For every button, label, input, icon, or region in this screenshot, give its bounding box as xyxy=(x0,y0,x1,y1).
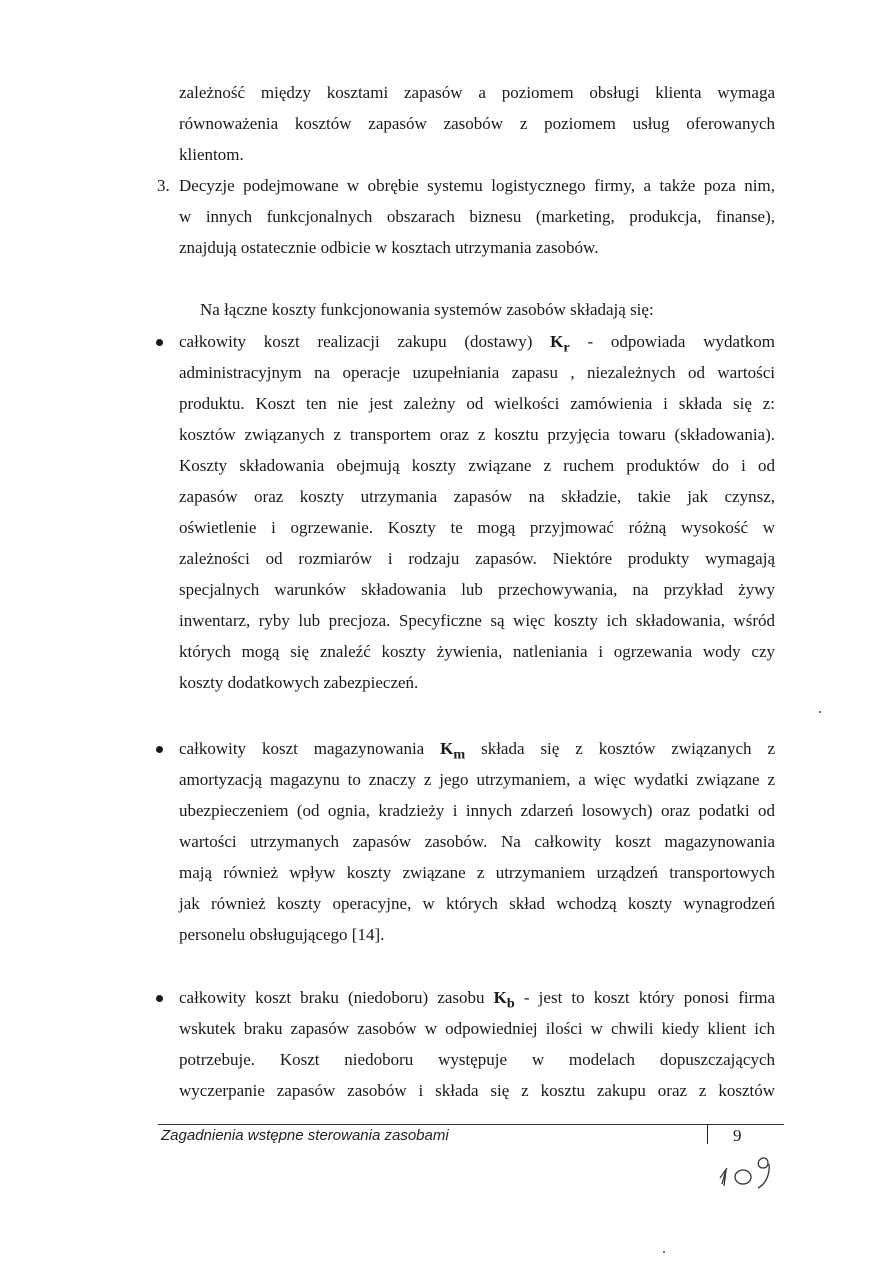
intro-line-2: równoważenia kosztów zapasów zasobów z poziomem usług oferowanych xyxy=(179,114,775,133)
bullet1-line: zapasów oraz koszty utrzymania zapasów na składzie, takie jak czynsz, xyxy=(179,487,775,506)
bullet1-line: produktu. Koszt ten nie jest zależny od wielkości zamówienia i składa się z: xyxy=(179,394,775,413)
bullet-dot xyxy=(156,339,163,346)
item3-line-2: w innych funkcjonalnych obszarach biznesu (marketing, produkcja, finanse), xyxy=(179,207,775,226)
bullet3-line: potrzebuje. Koszt niedoboru występuje w modelach dopuszczających xyxy=(179,1050,775,1069)
bullet1-line: administracyjnym na operacje uzupełniania zapasu , niezależnych od wartości xyxy=(179,363,775,382)
bullet2-line: personelu obsługującego [14]. xyxy=(179,925,385,944)
list-number-3: 3. xyxy=(157,176,170,195)
footer-rule xyxy=(158,1124,784,1125)
bullet1-line: kosztów związanych z transportem oraz z kosztu przyjęcia towaru (składowania). xyxy=(179,425,775,444)
intro-line-3: klientom. xyxy=(179,145,244,164)
bullet2-line: amortyzacją magazynu to znaczy z jego utrzymaniem, a więc wydatki związane z xyxy=(179,770,775,789)
bullet3-line: wyczerpanie zapasów zasobów i składa się z kosztu zakupu oraz z kosztów xyxy=(179,1081,775,1100)
bullet1-line: specjalnych warunków składowania lub przechowywania, na przykład żywy xyxy=(179,580,775,599)
bullet1-line: koszty dodatkowych zabezpieczeń. xyxy=(179,673,419,692)
page-number: 9 xyxy=(733,1126,742,1145)
bullet1-tail-text: - odpowiada wydatkom xyxy=(587,332,776,351)
scan-speck xyxy=(663,1251,665,1253)
item3-line-1: Decyzje podejmowane w obrębie systemu logistycznego firmy, a także poza nim, xyxy=(179,176,775,195)
handwritten-page-number xyxy=(712,1150,784,1192)
bullet2-line: ubezpieczeniem (od ognia, kradzieży i innych zdarzeń losowych) oraz podatki od xyxy=(179,801,775,820)
item3-line-3: znajdują ostatecznie odbicie w kosztach utrzymania zasobów. xyxy=(179,238,599,257)
lead-sentence: Na łączne koszty funkcjonowania systemów zasobów składają się: xyxy=(200,300,654,319)
symbol-kb: $K_b$ xyxy=(493,988,515,1012)
symbol-kr: $K_r$ xyxy=(550,332,570,356)
bullet1-line: zależności od rozmiarów i rodzaju zapasów. Niektóre produkty wymagają xyxy=(179,549,775,568)
symbol-km: $K_m$ xyxy=(440,739,466,763)
scan-speck xyxy=(819,711,821,713)
footer-title: Zagadnienia wstępne sterowania zasobami xyxy=(161,1127,449,1144)
bullet1-lead-text: całkowity koszt realizacji zakupu (dostawy) xyxy=(179,332,533,351)
bullet-dot xyxy=(156,995,163,1002)
bullet1-line-1 xyxy=(179,332,775,357)
bullet2-line-1 xyxy=(179,739,775,764)
footer-separator xyxy=(707,1124,708,1144)
bullet3-line-1 xyxy=(179,988,775,1013)
bullet2-tail-text: składa się z kosztów związanych z xyxy=(481,739,775,758)
bullet1-line: których mogą się znaleźć koszty żywienia, natleniania i ogrzewania wody czy xyxy=(179,642,775,661)
bullet2-line: mają również wpływ koszty związane z utrzymaniem urządzeń transportowych xyxy=(179,863,775,882)
bullet1-line: inwentarz, ryby lub precjoza. Specyficzne są więc koszty ich składowania, wśród xyxy=(179,611,775,630)
intro-line-1: zależność między kosztami zapasów a poziomem obsługi klienta wymaga xyxy=(179,83,775,102)
bullet3-tail-text: - jest to koszt który ponosi firma xyxy=(523,988,776,1007)
bullet2-line: jak również koszty operacyjne, w których skład wchodzą koszty wynagrodzeń xyxy=(179,894,775,913)
bullet2-line: wartości utrzymanych zapasów zasobów. Na całkowity koszt magazynowania xyxy=(179,832,775,851)
bullet1-line: Koszty składowania obejmują koszty związane z ruchem produktów do i od xyxy=(179,456,775,475)
bullet3-line: wskutek braku zapasów zasobów w odpowiedniej ilości w chwili kiedy klient ich xyxy=(179,1019,775,1038)
bullet1-line: oświetlenie i ogrzewanie. Koszty te mogą przyjmować różną wysokość w xyxy=(179,518,775,537)
bullet-dot xyxy=(156,746,163,753)
bullet2-lead-text: całkowity koszt magazynowania xyxy=(179,739,425,758)
bullet3-lead-text: całkowity koszt braku (niedoboru) zasobu xyxy=(179,988,485,1007)
